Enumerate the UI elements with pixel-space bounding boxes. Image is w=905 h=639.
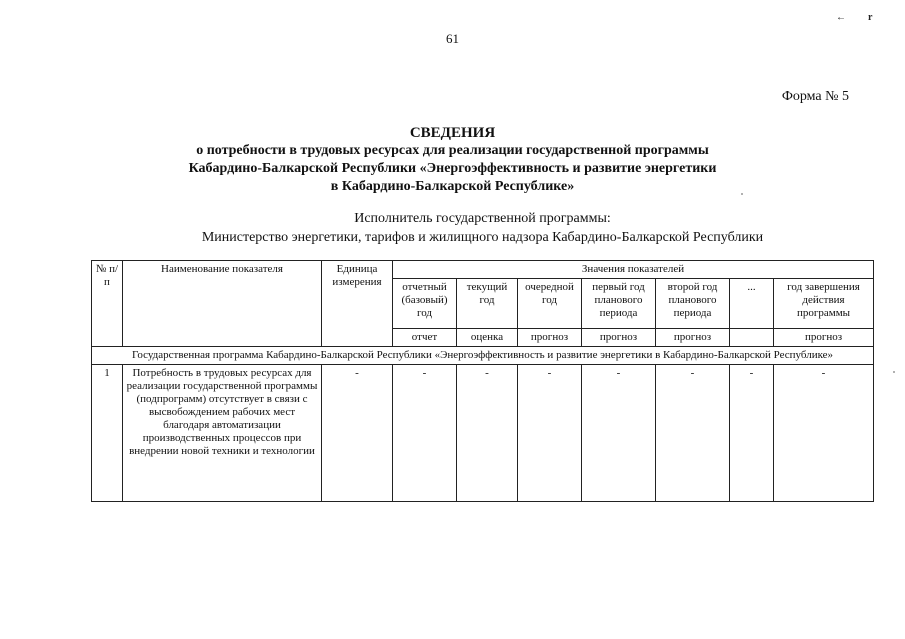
title-block xyxy=(0,124,905,196)
period-type: прогноз xyxy=(582,329,656,347)
row-value: - xyxy=(656,365,730,502)
period-type xyxy=(730,329,774,347)
period-header: отчетный (базовый) год xyxy=(393,279,457,329)
document-title: СВЕДЕНИЯ xyxy=(409,125,496,141)
period-header: год завершения действия программы xyxy=(774,279,874,329)
period-type: прогноз xyxy=(774,329,874,347)
corner-mark: ← xyxy=(836,12,868,23)
row-unit: - xyxy=(322,365,393,502)
period-header: текущий год xyxy=(457,279,518,329)
row-value: - xyxy=(457,365,518,502)
corner-mark: r xyxy=(868,12,895,23)
header-unit: Единица измерения xyxy=(322,261,393,347)
corner-marks xyxy=(836,12,894,23)
document-subtitle-line: Кабардино-Балкарской Республики «Энергоэффективность и развитие энергетики xyxy=(188,161,717,176)
row-value: - xyxy=(774,365,874,502)
page-number: 61 xyxy=(446,31,459,46)
period-header: первый год планового периода xyxy=(582,279,656,329)
row-indicator-name: Потребность в трудовых ресурсах для реализации государственной программы (подпрограмм) отсутствует в связи с высвобождением рабочих мест благодаря автоматизации производственных процессов при внедрении новой техники и технологии xyxy=(123,365,322,502)
period-header: очередной год xyxy=(518,279,582,329)
period-type: оценка xyxy=(457,329,518,347)
program-title-cell: Государственная программа Кабардино-Балкарской Республики «Энергоэффективность и развитие энергетики в Кабардино-Балкарской Республике» xyxy=(92,347,874,365)
row-value: - xyxy=(393,365,457,502)
form-number: Форма № 5 xyxy=(781,89,849,104)
indicators-table xyxy=(91,260,874,502)
scan-speck xyxy=(893,371,895,373)
period-type: прогноз xyxy=(518,329,582,347)
document-subtitle-line: в Кабардино-Балкарской Республике» xyxy=(330,179,575,194)
program-row xyxy=(92,347,874,365)
document-subtitle-line: о потребности в трудовых ресурсах для реализации государственной программы xyxy=(196,143,709,158)
executor-name: Министерство энергетики, тарифов и жилищного надзора Кабардино-Балкарской Республики xyxy=(201,230,764,245)
row-value: - xyxy=(518,365,582,502)
period-header: ... xyxy=(730,279,774,329)
header-values-group: Значения показателей xyxy=(393,261,874,279)
executor-block xyxy=(0,209,905,247)
header-row xyxy=(92,261,874,279)
row-value: - xyxy=(582,365,656,502)
period-type: отчет xyxy=(393,329,457,347)
executor-label: Исполнитель государственной программы: xyxy=(354,211,611,226)
table-row xyxy=(92,365,874,502)
period-type: прогноз xyxy=(656,329,730,347)
row-number: 1 xyxy=(92,365,123,502)
scan-speck xyxy=(741,193,743,195)
header-indicator-name: Наименование показателя xyxy=(123,261,322,347)
header-number: № п/п xyxy=(92,261,123,347)
row-value: - xyxy=(730,365,774,502)
period-header: второй год планового периода xyxy=(656,279,730,329)
